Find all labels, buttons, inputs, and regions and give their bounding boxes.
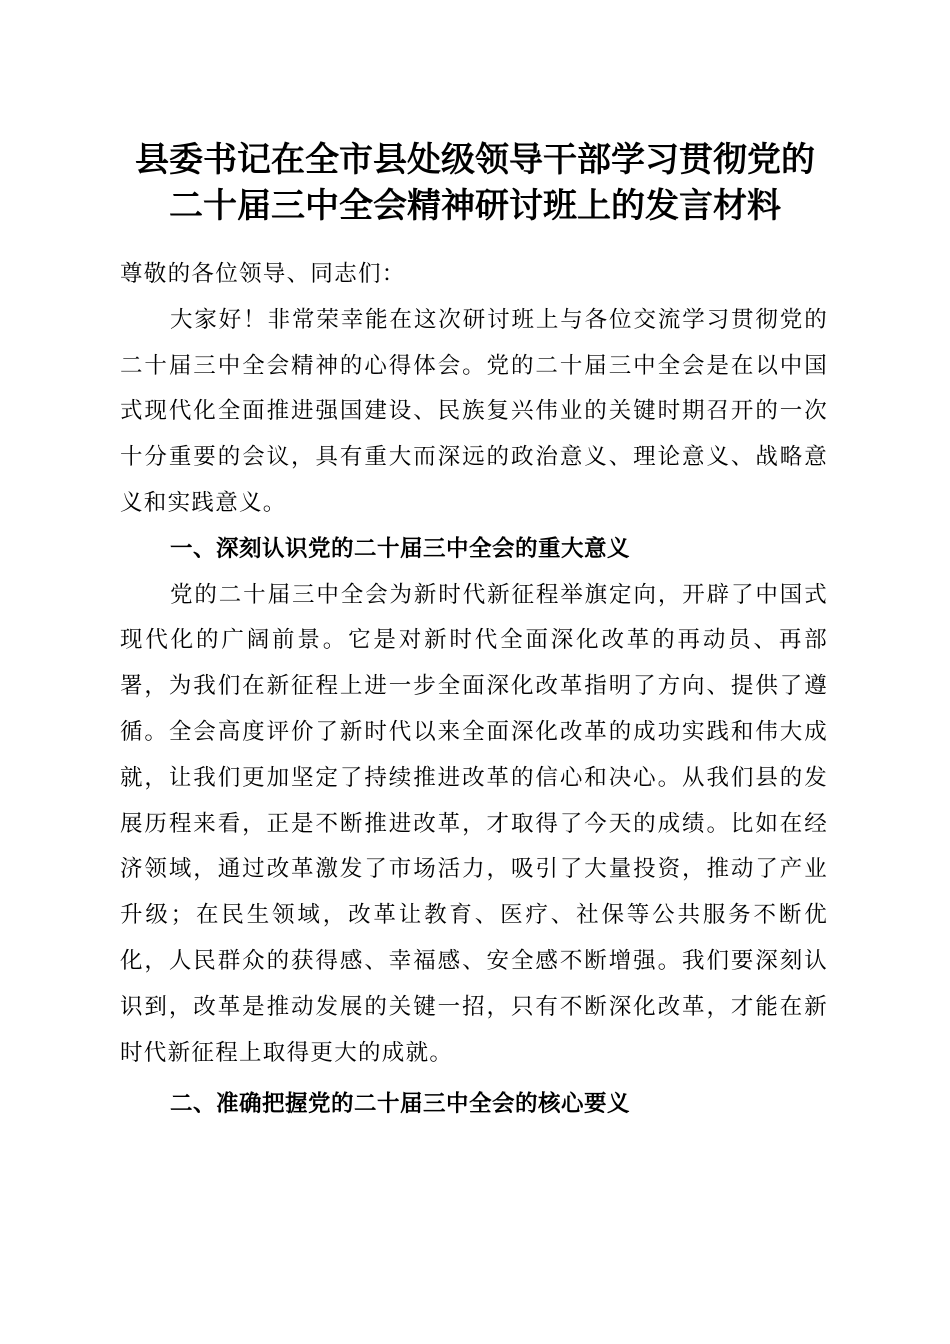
section-1-heading: 一、深刻认识党的二十届三中全会的重大意义	[170, 535, 631, 562]
document-body	[120, 252, 828, 1128]
section-1-paragraph: 党的二十届三中全会为新时代新征程举旗定向，开辟了中国式现代化的广阔前景。它是对新时代全面深化改革的再动员、再部署，为我们在新征程上进一步全面深化改革指明了方向、提供了遵循。全会高度评价了新时代以来全面深化改革的成功实践和伟大成就，让我们更加坚定了持续推进改革的信心和决心。从我们县的发展历程来看，正是不断推进改革，才取得了今天的成绩。比如在经济领域，通过改革激发了市场活力，吸引了大量投资，推动了产业升级；在民生领域，改革让教育、医疗、社保等公共服务不断优化，人民群众的获得感、幸福感、安全感不断增强。我们要深刻认识到，改革是推动发展的关键一招，只有不断深化改革，才能在新时代新征程上取得更大的成就。	[120, 581, 828, 1066]
document-title-line-1: 县委书记在全市县处级领导干部学习贯彻党的	[135, 140, 815, 180]
salutation: 尊敬的各位领导、同志们：	[120, 261, 406, 287]
document-title-line-2: 二十届三中全会精神研讨班上的发言材料	[169, 186, 781, 226]
intro-paragraph: 大家好！非常荣幸能在这次研讨班上与各位交流学习贯彻党的二十届三中全会精神的心得体会。党的二十届三中全会是在以中国式现代化全面推进强国建设、民族复兴伟业的关键时期召开的一次十分重要的会议，具有重大而深远的政治意义、理论意义、战略意义和实践意义。	[120, 306, 828, 516]
section-2-heading: 二、准确把握党的二十届三中全会的核心要义	[170, 1091, 631, 1118]
